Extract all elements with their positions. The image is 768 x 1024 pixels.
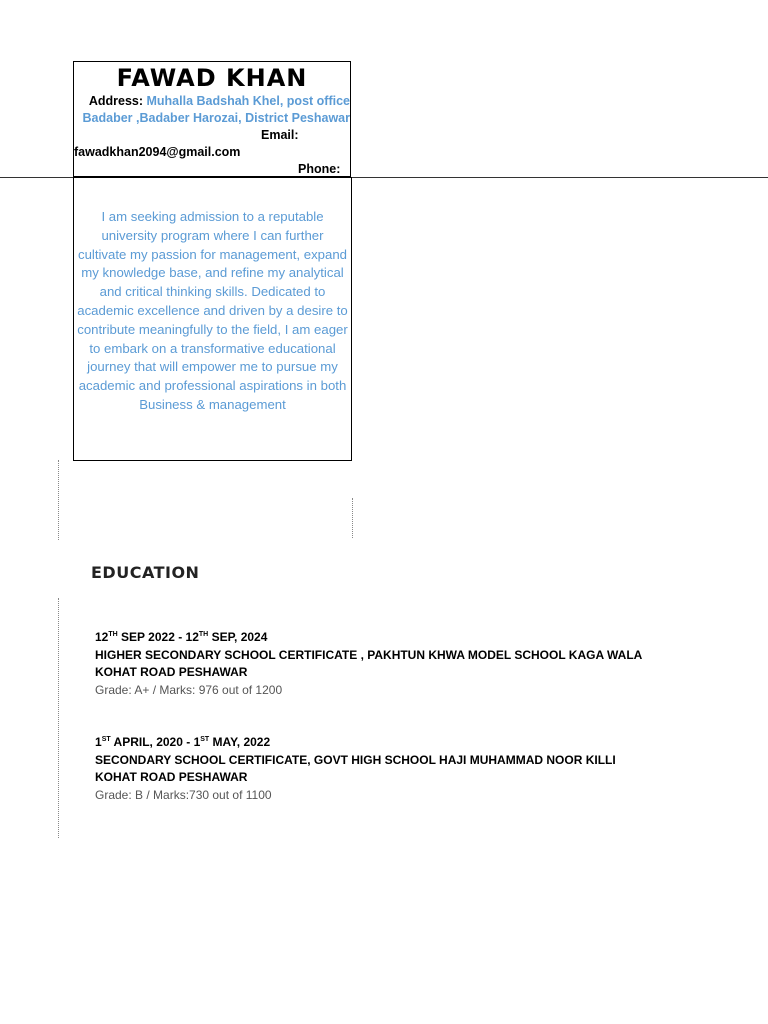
address-block: Address: Muhalla Badshah Khel, post office Badaber ,Badaber Harozai, District Peshawar bbox=[82, 94, 350, 125]
address-value-line2: Badaber ,Badaber Harozai, District Peshawar bbox=[82, 111, 350, 125]
education-dates: 12TH SEP 2022 - 12TH SEP, 2024 bbox=[95, 630, 268, 644]
margin-guide-right bbox=[352, 498, 353, 538]
education-school: SECONDARY SCHOOL CERTIFICATE, GOVT HIGH SCHOOL HAJI MUHAMMAD NOOR KILLI KOHAT ROAD PESHAWAR bbox=[95, 752, 616, 784]
contact-header-box bbox=[73, 61, 351, 177]
candidate-name: FAWAD KHAN bbox=[116, 64, 308, 92]
email-value[interactable]: fawadkhan2094@gmail.com bbox=[74, 145, 241, 159]
education-school: HIGHER SECONDARY SCHOOL CERTIFICATE , PAKHTUN KHWA MODEL SCHOOL KAGA WALA KOHAT ROAD PESHAWAR bbox=[95, 647, 642, 679]
education-entry bbox=[95, 734, 655, 804]
education-heading: EDUCATION bbox=[91, 563, 200, 582]
objective-box bbox=[73, 177, 352, 461]
address-label: Address bbox=[88, 94, 139, 108]
education-dates: 1ST APRIL, 2020 - 1ST MAY, 2022 bbox=[95, 735, 271, 749]
margin-guide-left-bottom bbox=[58, 598, 59, 838]
education-entry bbox=[95, 629, 655, 699]
education-grade: Grade: A+ / Marks: 976 out of 1200 bbox=[95, 682, 283, 697]
phone-label: Phone: bbox=[298, 162, 341, 176]
address-value-line1: Muhalla Badshah Khel, post office bbox=[146, 94, 350, 108]
margin-guide-left-top bbox=[58, 460, 59, 540]
email-label: Email: bbox=[261, 128, 299, 142]
objective-text: I am seeking admission to a reputable university program where I can further cultivate my passion for management, expand my knowledge base, and refine my analytical and critical thinking skills. Dedicated to academic excellence and driven by a desire to contribute meaningfully to the field, I am eager to embark on a transformative educational journey that will empower me to pursue my academic and professional aspirations in both Business & management bbox=[77, 209, 348, 412]
education-grade: Grade: B / Marks:730 out of 1100 bbox=[95, 787, 272, 802]
